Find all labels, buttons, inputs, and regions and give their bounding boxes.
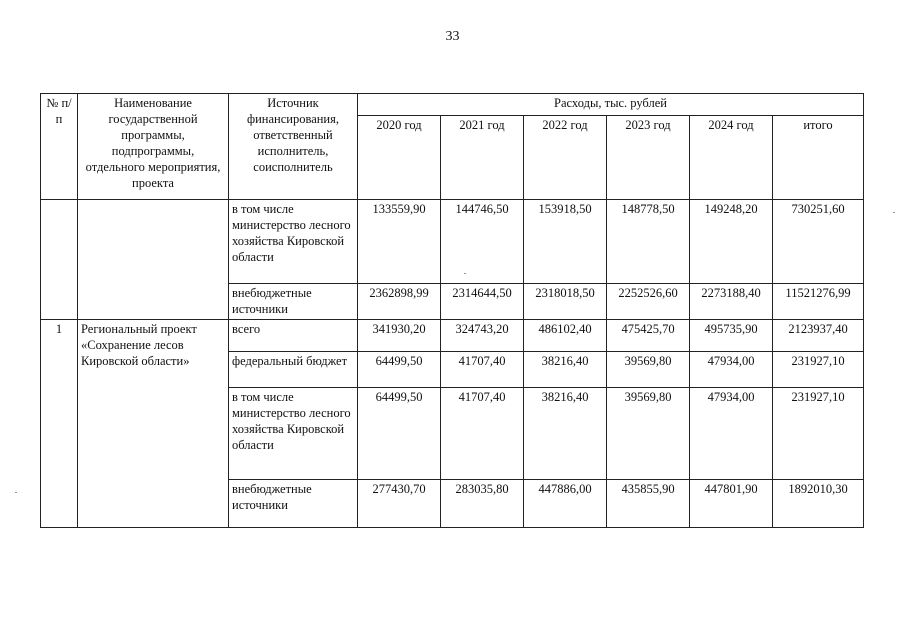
value-cell: 39569,80 <box>607 352 690 388</box>
value-cell: 277430,70 <box>358 480 441 528</box>
header-year-2021: 2021 год <box>441 116 524 200</box>
value-cell: 144746,50 <box>441 200 524 284</box>
source-cell: внебюджетные источники <box>229 480 358 528</box>
scan-speck <box>893 212 895 213</box>
value-cell: 38216,40 <box>524 388 607 480</box>
value-cell: 447801,90 <box>690 480 773 528</box>
header-year-2024: 2024 год <box>690 116 773 200</box>
page-number: 33 <box>445 29 460 44</box>
header-source: Источник финансирования, ответственный исполнитель, соисполнитель <box>229 94 358 200</box>
scan-speck <box>464 273 466 274</box>
budget-table <box>40 93 864 528</box>
source-cell: федеральный бюджет <box>229 352 358 388</box>
value-cell: 2252526,60 <box>607 284 690 320</box>
total-cell: 1892010,30 <box>773 480 864 528</box>
table-row <box>41 200 864 284</box>
value-cell: 47934,00 <box>690 388 773 480</box>
value-cell: 38216,40 <box>524 352 607 388</box>
header-year-2023: 2023 год <box>607 116 690 200</box>
value-cell: 41707,40 <box>441 388 524 480</box>
total-cell: 231927,10 <box>773 352 864 388</box>
project-name: Региональный проект «Сохранение лесов Кировской области» <box>78 320 229 528</box>
value-cell: 133559,90 <box>358 200 441 284</box>
value-cell: 486102,40 <box>524 320 607 352</box>
value-cell: 47934,00 <box>690 352 773 388</box>
source-cell: внебюджетные источники <box>229 284 358 320</box>
value-cell: 2318018,50 <box>524 284 607 320</box>
source-cell: в том числе министерство лесного хозяйства Кировской области <box>229 200 358 284</box>
value-cell: 153918,50 <box>524 200 607 284</box>
table-row <box>41 320 864 352</box>
empty-no-cell <box>41 200 78 320</box>
value-cell: 64499,50 <box>358 352 441 388</box>
value-cell: 2273188,40 <box>690 284 773 320</box>
value-cell: 64499,50 <box>358 388 441 480</box>
source-cell: всего <box>229 320 358 352</box>
value-cell: 41707,40 <box>441 352 524 388</box>
total-cell: 231927,10 <box>773 388 864 480</box>
value-cell: 435855,90 <box>607 480 690 528</box>
empty-name-cell <box>78 200 229 320</box>
header-year-2020: 2020 год <box>358 116 441 200</box>
total-cell: 11521276,99 <box>773 284 864 320</box>
value-cell: 39569,80 <box>607 388 690 480</box>
value-cell: 495735,90 <box>690 320 773 352</box>
row-number: 1 <box>41 320 78 528</box>
header-row-1 <box>41 94 864 116</box>
header-name: Наименование государственной программы, подпрограммы, отдельного мероприятия, проекта <box>78 94 229 200</box>
total-cell: 2123937,40 <box>773 320 864 352</box>
value-cell: 283035,80 <box>441 480 524 528</box>
value-cell: 148778,50 <box>607 200 690 284</box>
value-cell: 447886,00 <box>524 480 607 528</box>
total-cell: 730251,60 <box>773 200 864 284</box>
value-cell: 2362898,99 <box>358 284 441 320</box>
header-total: итого <box>773 116 864 200</box>
value-cell: 475425,70 <box>607 320 690 352</box>
header-year-2022: 2022 год <box>524 116 607 200</box>
value-cell: 2314644,50 <box>441 284 524 320</box>
value-cell: 341930,20 <box>358 320 441 352</box>
header-expenses: Расходы, тыс. рублей <box>358 94 864 116</box>
scan-speck <box>15 492 17 493</box>
header-no: № п/п <box>41 94 78 200</box>
value-cell: 149248,20 <box>690 200 773 284</box>
source-cell: в том числе министерство лесного хозяйства Кировской области <box>229 388 358 480</box>
value-cell: 324743,20 <box>441 320 524 352</box>
